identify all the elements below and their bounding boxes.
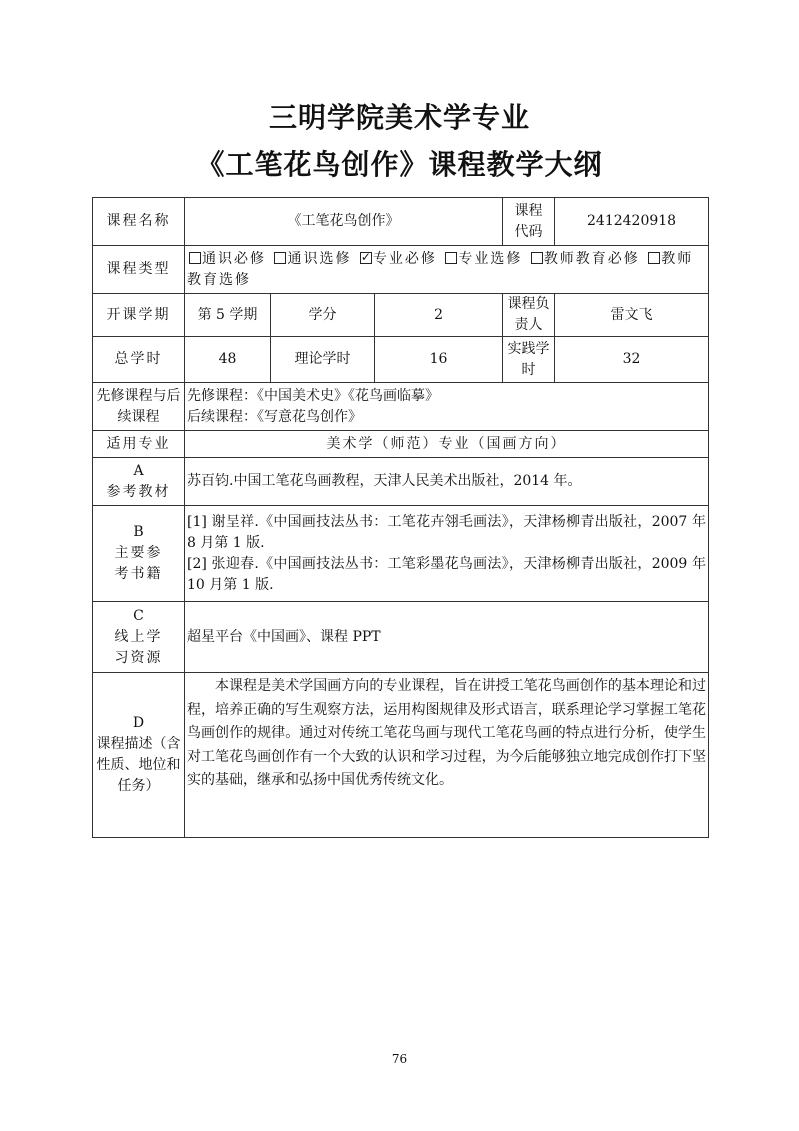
section-label: 主要参考书籍 — [114, 545, 163, 582]
course-name-value: 《工笔花鸟创作》 — [185, 198, 503, 246]
course-type-label: 课程类型 — [93, 246, 185, 294]
total-hours-label: 总学时 — [93, 337, 185, 383]
page-title-line2: 《工笔花鸟创作》课程教学大纲 — [196, 148, 603, 181]
course-type-options — [185, 246, 709, 294]
credit-value: 2 — [375, 294, 503, 337]
checkbox-1[interactable] — [272, 251, 351, 267]
syllabus-table — [92, 197, 709, 838]
major-label: 适用专业 — [93, 431, 185, 458]
table-row — [93, 602, 709, 673]
total-hours-value: 48 — [185, 337, 271, 383]
semester-label: 开课学期 — [93, 294, 185, 337]
semester-value: 第 5 学期 — [185, 294, 271, 337]
section-letter: C — [133, 607, 144, 624]
checkbox-label: 通识选修 — [287, 250, 352, 267]
checkbox-label: 教师教育必修 — [543, 250, 640, 267]
page-title-line1: 三明学院美术学专业 — [268, 101, 530, 134]
page-number: 76 — [391, 1052, 408, 1066]
course-name-label: 课程名称 — [93, 198, 185, 246]
table-row — [93, 246, 709, 294]
checkbox-icon — [445, 252, 457, 264]
checkbox-icon — [531, 252, 543, 264]
practice-hours-label: 实践学时 — [503, 337, 555, 383]
major-value: 美术学（师范）专业（国画方向） — [185, 431, 709, 458]
practice-hours-value: 32 — [555, 337, 709, 383]
course-code-value: 2412420918 — [555, 198, 709, 246]
table-row — [93, 294, 709, 337]
checkbox-checked-icon — [360, 252, 372, 264]
textbook-value: 苏百钧.中国工笔花鸟画教程，天津人民美术出版社，2014 年。 — [185, 458, 709, 506]
section-letter: D — [132, 715, 145, 731]
theory-hours-label: 理论学时 — [271, 337, 375, 383]
theory-hours-value: 16 — [375, 337, 503, 383]
credit-label: 学分 — [271, 294, 375, 337]
checkbox-label: 通识必修 — [202, 250, 266, 267]
reference-item: [2] 张迎春.《中国画技法丛书：工笔彩墨花鸟画法》，天津杨柳青出版社，2009 年 10 月第 1 版. — [187, 555, 707, 593]
checkbox-4[interactable] — [529, 251, 640, 267]
reference-books-label — [93, 506, 185, 602]
checkbox-0[interactable] — [187, 251, 266, 267]
table-row — [93, 506, 709, 602]
course-description-value: 本课程是美术学国画方向的专业课程，旨在讲授工笔花鸟画创作的基本理论和过程，培养正确的写生观察方法，运用构图规律及形式语言，联系理论学习掌握工笔花鸟画创作的规律。通过对传统工笔花鸟画与现代工笔花鸟画的特点进行分析，使学生对工笔花鸟画创作有一个大致的认识和学习过程，为今后能够独立地完成创作打下坚实的基础，继承和弘扬中国优秀传统文化。 — [185, 673, 709, 838]
followup-line: 后续课程：《写意花鸟创作》 — [187, 408, 362, 425]
reference-item: [1] 谢呈祥.《中国画技法丛书：工笔花卉翎毛画法》，天津杨柳青出版社，2007 年 8 月第 1 版. — [187, 513, 707, 551]
prereq-line: 先修课程：《中国美术史》《花鸟画临摹》 — [187, 387, 439, 404]
prereq-label: 先修课程与后续课程 — [93, 383, 185, 431]
section-letter: A — [133, 462, 144, 479]
table-row — [93, 383, 709, 431]
owner-label: 课程负责人 — [503, 294, 555, 337]
prereq-value — [185, 383, 709, 431]
online-resources-value: 超星平台《中国画》、课程 PPT — [185, 602, 709, 673]
course-description-label — [93, 673, 185, 838]
table-row — [93, 337, 709, 383]
course-code-label: 课程代码 — [503, 198, 555, 246]
table-row — [93, 458, 709, 506]
checkbox-label: 专业选修 — [458, 250, 523, 267]
section-label: 课程描述（含性质、地位和任务） — [96, 736, 181, 794]
checkbox-3[interactable] — [443, 251, 522, 267]
table-row — [93, 431, 709, 458]
checkbox-label: 教师教育选修 — [187, 250, 694, 288]
checkbox-2[interactable] — [358, 251, 437, 267]
textbook-label — [93, 458, 185, 506]
checkbox-label: 专业必修 — [372, 250, 437, 267]
checkbox-icon — [189, 252, 201, 264]
table-row — [93, 673, 709, 838]
online-resources-label — [93, 602, 185, 673]
reference-books-value — [185, 506, 709, 602]
table-row — [93, 198, 709, 246]
section-label: 线上学习资源 — [114, 628, 163, 666]
owner-value: 雷文飞 — [555, 294, 709, 337]
checkbox-icon — [274, 252, 286, 264]
section-letter: B — [133, 524, 144, 540]
checkbox-icon — [648, 252, 660, 264]
section-label: 参考教材 — [106, 483, 171, 500]
